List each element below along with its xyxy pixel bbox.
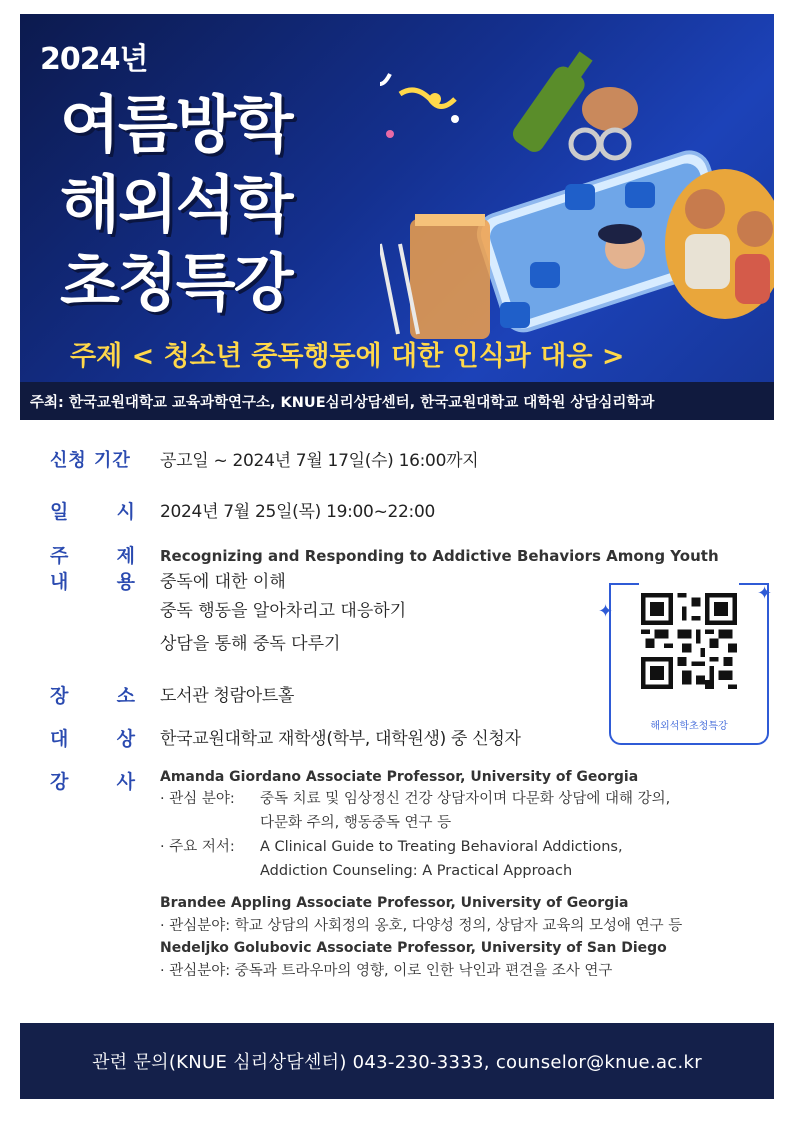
qr-caption: 해외석학초청특강 xyxy=(650,721,728,732)
sparkle-icon: ✦ xyxy=(598,601,614,622)
header-banner xyxy=(20,14,774,420)
place-label: 장 소 xyxy=(50,685,135,707)
theme-heading: 주제 < 청소년 중독행동에 대한 인식과 대응 > xyxy=(70,341,625,372)
speaker-name: Amanda Giordano Associate Professor, University of Georgia xyxy=(160,769,639,785)
speaker-interest: · 관심 분야: 중독 치료 및 임상정신 건강 상담자이며 다문화 상담에 대해 강의, 다문화 주의, 행동중독 연구 등 xyxy=(160,791,671,831)
speaker-interest: · 관심분야: 중독과 트라우마의 영향, 이로 인한 낙인과 편견을 조사 연구 xyxy=(160,963,613,979)
speaker-name: Brandee Appling Associate Professor, University of Georgia xyxy=(160,895,629,911)
target-label: 대 상 xyxy=(50,728,135,750)
qr-code-box xyxy=(609,583,769,745)
topic-english-title: Recognizing and Responding to Addictive Behaviors Among Youth xyxy=(160,547,719,565)
banner-title-line-2: 해외석학 xyxy=(60,168,292,241)
topic-item: 중독 행동을 알아차리고 대응하기 xyxy=(160,601,407,621)
addiction-illustration xyxy=(380,34,774,374)
place-value: 도서관 청람아트홀 xyxy=(160,686,295,706)
target-value: 한국교원대학교 재학생(학부, 대학원생) 중 신청자 xyxy=(160,729,521,749)
speaker-books: · 주요 저서: A Clinical Guide to Treating Behavioral Addictions, Addiction Counseling: A Practical Approach xyxy=(160,839,623,879)
qr-code-icon[interactable] xyxy=(641,593,737,689)
banner-title-line-3: 초청특강 xyxy=(60,246,292,319)
speakers-label: 강 사 xyxy=(50,771,135,793)
banner-title-line-1: 여름방학 xyxy=(60,88,292,161)
host-organizers: 주최: 한국교원대학교 교육과학연구소, KNUE심리상담센터, 한국교원대학교 대학원 상담심리학과 xyxy=(20,382,774,420)
datetime-row xyxy=(40,497,435,524)
topic-label: 주 제 내 용 xyxy=(50,545,135,593)
speakers-row xyxy=(40,767,682,983)
datetime-value: 2024년 7월 25일(목) 19:00~22:00 xyxy=(160,502,436,522)
application-period-label: 신청 기간 xyxy=(50,450,131,471)
speaker-name: Nedeljko Golubovic Associate Professor, University of San Diego xyxy=(160,940,667,956)
banner-year: 2024년 xyxy=(40,42,148,77)
place-row xyxy=(40,681,294,708)
sparkle-icon: ✦ xyxy=(757,583,773,604)
topic-item: 상담을 통해 중독 다루기 xyxy=(160,634,341,654)
application-period-row xyxy=(40,446,478,472)
topic-item: 중독에 대한 이해 xyxy=(160,572,286,592)
speaker-interest: · 관심분야: 학교 상담의 사회정의 옹호, 다양성 정의, 상담자 교육의 모성애 연구 등 xyxy=(160,918,683,934)
target-row xyxy=(40,724,521,751)
datetime-label: 일 시 xyxy=(50,501,135,523)
speakers-list xyxy=(160,769,682,983)
application-period-value: 공고일 ~ 2024년 7월 17일(수) 16:00까지 xyxy=(160,451,479,471)
contact-footer: 관련 문의(KNUE 심리상담센터) 043-230-3333, counselor@knue.ac.kr xyxy=(20,1023,774,1099)
